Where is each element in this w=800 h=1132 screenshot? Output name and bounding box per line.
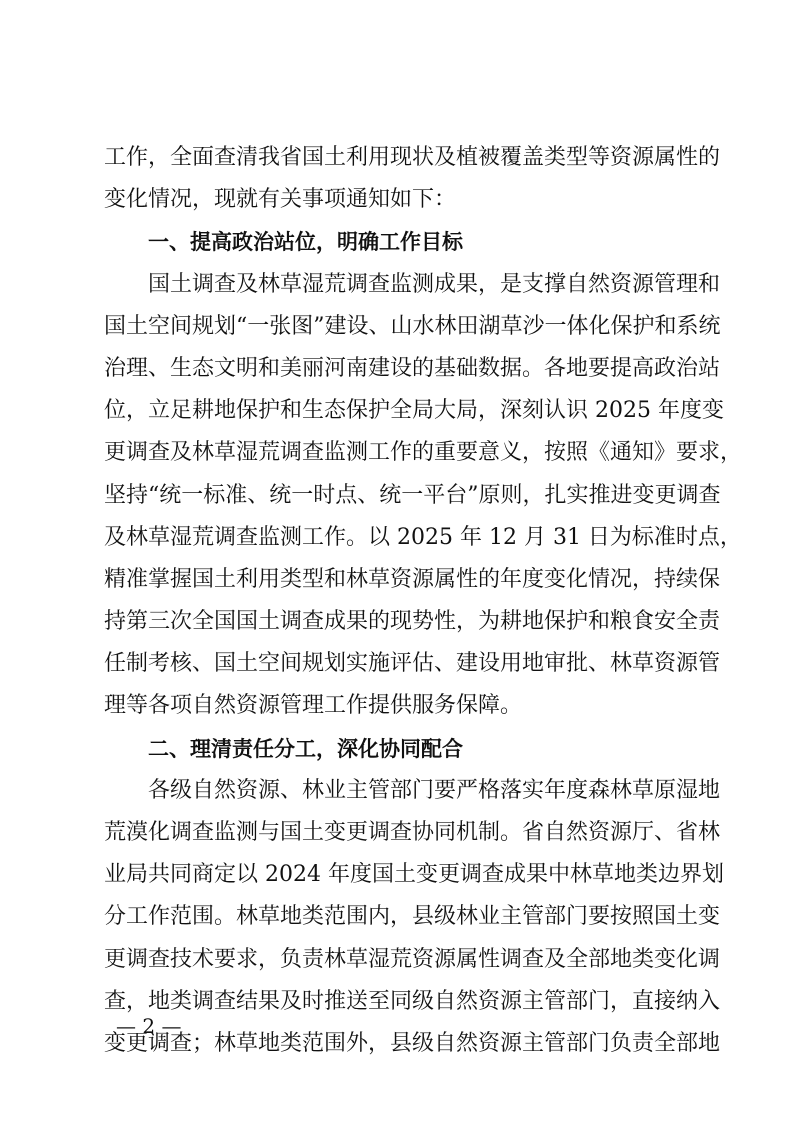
paragraph-line: 持第三次全国国土调查成果的现势性，为耕地保护和粮食安全责 xyxy=(104,609,721,635)
paragraph-line: 国土调查及林草湿荒调查监测成果，是支撑自然资源管理和 xyxy=(148,271,721,297)
paragraph-line: 各级自然资源、林业主管部门要严格落实年度森林草原湿地 xyxy=(148,777,721,803)
document-body xyxy=(104,137,743,1065)
paragraph-line: 变化情况，现就有关事项通知如下： xyxy=(104,187,457,213)
paragraph-line: 更调查及林草湿荒调查监测工作的重要意义，按照《通知》要求， xyxy=(104,440,743,466)
paragraph-line: 查，地类调查结果及时推送至同级自然资源主管部门，直接纳入 xyxy=(104,988,721,1014)
paragraph-line: 精准掌握国土利用类型和林草资源属性的年度变化情况，持续保 xyxy=(104,566,721,592)
paragraph-line: 工作，全面查清我省国土利用现状及植被覆盖类型等资源属性的 xyxy=(104,145,721,170)
paragraph-line: 任制考核、国土空间规划实施评估、建设用地审批、林草资源管 xyxy=(104,651,721,677)
section-heading-1: 一、提高政治站位，明确工作目标 xyxy=(148,230,463,255)
paragraph-line: 变更调查；林草地类范围外，县级自然资源主管部门负责全部地 xyxy=(104,1030,721,1056)
paragraph-line: 坚持“统一标准、统一时点、统一平台”原则，扎实推进变更调查 xyxy=(104,482,721,508)
paragraph-line: 荒漠化调查监测与国土变更调查协同机制。省自然资源厅、省林 xyxy=(104,820,721,845)
paragraph-line: 位，立足耕地保护和生态保护全局大局，深刻认识 2025 年度变 xyxy=(104,398,724,424)
page-number: — 2 — xyxy=(116,1014,182,1038)
paragraph-line: 分工作范围。林草地类范围内，县级林业主管部门要按照国土变 xyxy=(104,904,721,930)
paragraph-line: 及林草湿荒调查监测工作。以 2025 年 12 月 31 日为标准时点， xyxy=(104,524,742,550)
paragraph-line: 更调查技术要求，负责林草湿荒资源属性调查及全部地类变化调 xyxy=(104,946,721,972)
paragraph-line: 业局共同商定以 2024 年度国土变更调查成果中林草地类边界划 xyxy=(104,862,724,888)
paragraph-line: 治理、生态文明和美丽河南建设的基础数据。各地要提高政治站 xyxy=(104,355,721,381)
paragraph-line: 理等各项自然资源管理工作提供服务保障。 xyxy=(104,693,523,719)
section-heading-2: 二、理清责任分工，深化协同配合 xyxy=(148,736,463,761)
paragraph-line: 国土空间规划“一张图”建设、山水林田湖草沙一体化保护和系统 xyxy=(104,313,721,339)
